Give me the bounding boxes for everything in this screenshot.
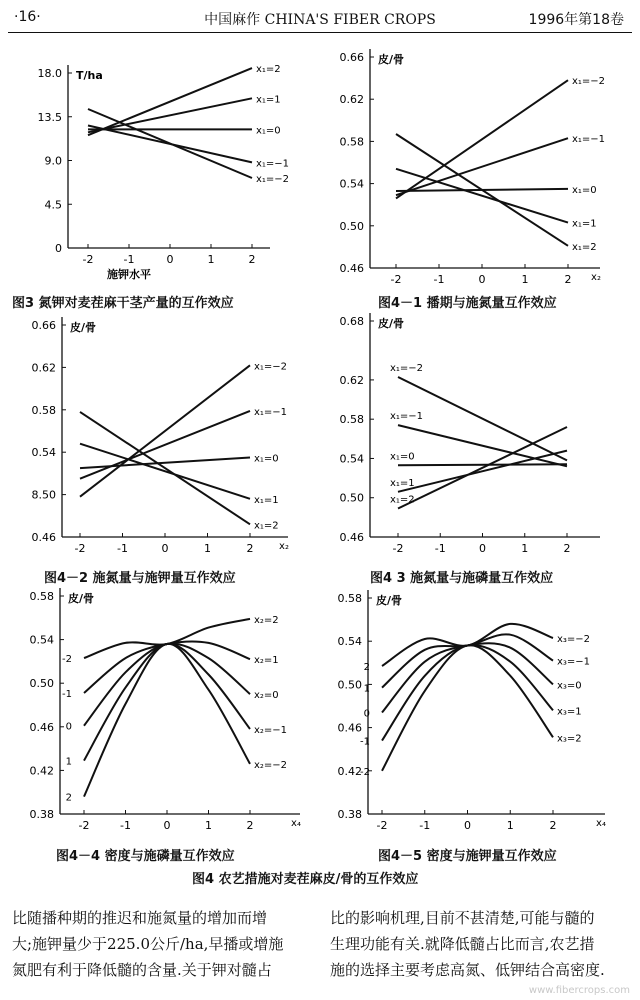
fig4-4-series-label: x₂=−2 (254, 759, 288, 771)
fig4-4-y-tick-label: 0.58 (29, 590, 54, 603)
fig4-5-series-label: x₃=0 (557, 680, 582, 692)
fig4-2-series-label: x₁=−2 (254, 361, 288, 373)
body-line: 比随播种期的推迟和施氮量的增加而增 (12, 909, 268, 927)
fig4-4-y-tick-label: 0.46 (29, 720, 54, 734)
fig4-2-y-tick-label: 0.54 (31, 446, 56, 460)
fig4-5-series-line (382, 645, 553, 771)
fig4-4-series-line (84, 644, 250, 761)
fig4-2-x-label: x₂ (279, 541, 289, 552)
fig3-x-tick-label: 2 (248, 253, 256, 266)
fig4-4-series-label: x₂=−1 (254, 724, 288, 736)
fig4-4-left-label: 1 (65, 756, 72, 768)
fig4-1-y-tick-label: 0.50 (339, 219, 364, 233)
fig4-4-series-label: x₂=1 (254, 655, 279, 667)
fig4-4-left-label: 2 (65, 792, 72, 804)
fig4-5-series-label: x₃=−2 (557, 633, 591, 645)
fig4-4-x-tick-label: 0 (163, 819, 171, 832)
fig4-2-y-label: 皮/骨 (70, 321, 97, 334)
caption-fig4-5: 图4－5 密度与施钾量互作效应 (378, 849, 557, 864)
fig4-1-y-tick-label: 0.46 (339, 262, 364, 275)
fig4-3-series-label: x₁=−1 (390, 411, 424, 423)
fig4-4-left-label: -2 (62, 654, 72, 666)
fig4-4-x-tick-label: 1 (205, 819, 212, 832)
fig3-series-label: x₁=2 (256, 64, 281, 76)
fig4-1-x-tick-label: 2 (564, 273, 572, 286)
fig4-2-series-label: x₁=1 (254, 494, 279, 506)
fig3-y-label: T/ha (76, 69, 103, 82)
fig4-4-series-label: x₂=2 (254, 614, 279, 626)
fig3-series-line (88, 109, 252, 178)
fig4-2-y-tick-label: 0.66 (31, 319, 56, 332)
caption-fig4-4: 图4－4 密度与施磷量互作效应 (56, 849, 235, 864)
fig4-1-y-label: 皮/骨 (378, 53, 405, 66)
fig4-1-x-tick-label: -1 (433, 273, 445, 286)
body-line: 氮肥有利于降低髓的含量.关于钾对髓占 (12, 961, 272, 979)
fig4-5-x-tick-label: 1 (506, 819, 514, 832)
fig4-4-y-label: 皮/骨 (68, 592, 95, 605)
fig4-1-series-line (396, 138, 568, 195)
fig4-4-left-label: 0 (65, 721, 72, 733)
fig4-5-x-label: x₄ (596, 818, 606, 829)
fig4-5-x-tick-label: 2 (549, 819, 557, 832)
caption-fig3: 图3 氮钾对麦茬麻干茎产量的互作效应 (12, 296, 234, 311)
fig3-y-tick-label: 4.5 (44, 198, 62, 212)
fig4-2-x-tick-label: -1 (117, 542, 128, 555)
journal-name: 中国麻作 CHINA'S FIBER CROPS (204, 12, 436, 28)
fig4-3-series-label: x₁=2 (390, 494, 415, 506)
watermark: www.fibercrops.com (528, 985, 630, 996)
fig4-1-x-label: x₂ (591, 272, 601, 283)
fig4-4-series-line (84, 619, 250, 658)
fig4-2-series-line (80, 458, 250, 469)
fig4-1-x-tick-label: -2 (390, 273, 402, 286)
body-line: 大;施钾量少于225.0公斤/ha,早播或增施 (12, 935, 284, 953)
fig3-x-tick-label: 1 (207, 253, 215, 266)
fig4-1-y-tick-label: 0.58 (339, 135, 364, 149)
fig3-x-tick-label: -1 (123, 253, 135, 266)
fig4-5-series-label: x₃=−1 (557, 656, 591, 668)
fig4-4-x-tick-label: -1 (120, 819, 131, 832)
fig4-4-y-tick-label: 0.54 (29, 633, 54, 647)
fig3-y-tick-label: 0 (55, 242, 62, 255)
fig4-5-x-tick-label: 0 (464, 819, 471, 832)
fig4-2-series-label: x₁=2 (254, 520, 279, 532)
fig4-1-series-label: x₁=−2 (572, 76, 606, 88)
fig4-1-series-label: x₁=0 (572, 184, 597, 196)
fig4-5-left-label: 0 (363, 708, 370, 720)
fig4-1-y-tick-label: 0.66 (339, 51, 364, 64)
fig4-3-series-line (398, 451, 567, 492)
fig4-2-y-tick-label: 0.62 (31, 361, 56, 375)
fig4-5-series-label: x₃=1 (557, 706, 582, 718)
fig4-4-series-label: x₂=0 (254, 690, 279, 702)
fig3-series-label: x₁=1 (256, 94, 281, 106)
fig4-3-y-tick-label: 0.62 (339, 373, 364, 387)
fig3-x-label: 施钾水平 (107, 268, 151, 281)
fig4-3-series-line (398, 377, 567, 460)
caption-fig4-1: 图4－1 播期与施氮量互作效应 (378, 296, 557, 311)
fig4-5-y-tick-label: 0.46 (337, 721, 362, 735)
fig4-1-y-tick-label: 0.62 (339, 93, 364, 107)
fig3-y-tick-label: 13.5 (37, 110, 62, 124)
fig4-2-series-line (80, 444, 250, 499)
fig4-4-y-tick-label: 0.42 (29, 764, 54, 778)
page-number: ·16· (14, 9, 41, 25)
fig4-5-y-tick-label: 0.54 (337, 635, 362, 649)
fig4-1-y-tick-label: 0.54 (339, 177, 364, 191)
issue-label: 1996年第18卷 (528, 12, 624, 28)
fig4-2-series-label: x₁=0 (254, 453, 279, 465)
fig4-1-series-line (396, 80, 568, 198)
body-line: 生理功能有关.就降低髓占比而言,农艺措 (330, 935, 595, 953)
fig4-4-x-tick-label: -2 (78, 819, 90, 832)
fig4-4-series-line (84, 641, 250, 693)
fig4-3-series-line (398, 425, 567, 466)
fig4-3-x-tick-label: 1 (521, 542, 529, 555)
fig4-2-y-tick-label: 0.46 (31, 531, 56, 544)
fig4-1-series-line (396, 169, 568, 223)
fig4-3-series-label: x₁=0 (390, 451, 415, 463)
fig4-5-x-tick-label: -2 (376, 819, 388, 832)
fig3-series-label: x₁=−1 (256, 158, 290, 170)
fig4-2-x-tick-label: 1 (204, 542, 211, 555)
fig4-3-series-label: x₁=−2 (390, 362, 424, 374)
fig4-2-x-tick-label: -2 (74, 542, 86, 555)
fig4-4-x-tick-label: 2 (246, 819, 254, 832)
fig4-4-left-label: -1 (62, 689, 72, 701)
fig4-1-series-label: x₁=1 (572, 218, 597, 230)
fig4-3-y-label: 皮/骨 (378, 317, 405, 330)
body-line: 比的影响机理,目前不甚清楚,可能与髓的 (330, 909, 595, 927)
fig4-3-x-tick-label: -2 (392, 542, 404, 555)
fig4-4-x-label: x₄ (291, 818, 301, 829)
fig4-5-series-label: x₃=2 (557, 733, 582, 745)
fig3-series-line (88, 68, 252, 135)
fig3-series-label: x₁=0 (256, 125, 281, 137)
fig4-5-y-label: 皮/骨 (376, 594, 403, 607)
fig4-3-series-line (398, 464, 567, 465)
fig3-x-tick-label: 0 (166, 253, 174, 266)
fig4-2-series-label: x₁=−1 (254, 406, 288, 418)
fig4-1-x-tick-label: 0 (478, 273, 486, 286)
fig4-5-y-tick-label: 0.50 (337, 678, 362, 692)
fig4-2-y-tick-label: 0.58 (31, 403, 56, 417)
fig4-3-y-tick-label: 0.68 (339, 315, 364, 328)
fig4-3-x-tick-label: 2 (563, 542, 571, 555)
fig4-3-y-tick-label: 0.50 (339, 491, 364, 505)
fig4-3-y-tick-label: 0.54 (339, 452, 364, 466)
fig4-2-x-tick-label: 0 (161, 542, 169, 555)
body-right-column (330, 905, 632, 983)
body-line: 施的选择主要考虑高氮、低钾结合高密度. (330, 961, 605, 979)
fig4-5-y-tick-label: 0.42 (337, 764, 362, 778)
caption-fig4: 图4 农艺措施对麦茬麻皮/骨的互作效应 (192, 872, 419, 887)
fig4-5-left-label: -1 (360, 736, 370, 748)
fig3-series-label: x₁=−2 (256, 174, 290, 185)
caption-fig4-3: 图4 3 施氮量与施磷量互作效应 (370, 571, 554, 586)
fig4-3-y-tick-label: 0.58 (339, 413, 364, 427)
fig4-2-x-tick-label: 2 (246, 542, 254, 555)
fig3-x-tick-label: -2 (82, 253, 94, 266)
fig4-1-x-tick-label: 1 (521, 273, 529, 286)
fig4-2-y-tick-label: 8.50 (31, 488, 56, 502)
caption-fig4-2: 图4－2 施氮量与施钾量互作效应 (44, 571, 236, 586)
fig4-3-series-line (398, 427, 567, 509)
fig4-1-series-label: x₁=−1 (572, 134, 606, 146)
fig3-series-line (88, 98, 252, 132)
fig4-5-left-label: 1 (363, 683, 370, 695)
fig3-y-tick-label: 9.0 (44, 154, 62, 168)
fig4-1-series-label: x₁=2 (572, 241, 597, 253)
fig4-5-left-label: 2 (363, 662, 370, 674)
fig4-5-y-tick-label: 0.58 (337, 592, 362, 605)
fig4-4-series-line (84, 644, 250, 797)
fig4-3-x-tick-label: 0 (479, 542, 486, 555)
fig4-3-y-tick-label: 0.46 (339, 531, 364, 544)
body-left-column (12, 905, 312, 983)
fig4-3-series-label: x₁=1 (390, 477, 415, 489)
fig4-4-y-tick-label: 0.50 (29, 677, 54, 691)
fig4-5-x-tick-label: -1 (419, 819, 431, 832)
fig4-4-y-tick-label: 0.38 (29, 808, 54, 821)
fig4-2-series-line (80, 365, 250, 496)
fig4-3-x-tick-label: -1 (434, 542, 446, 555)
fig3-y-tick-label: 18.0 (37, 67, 62, 80)
fig4-5-y-tick-label: 0.38 (337, 808, 362, 821)
fig4-5-left-label: -2 (360, 766, 370, 778)
